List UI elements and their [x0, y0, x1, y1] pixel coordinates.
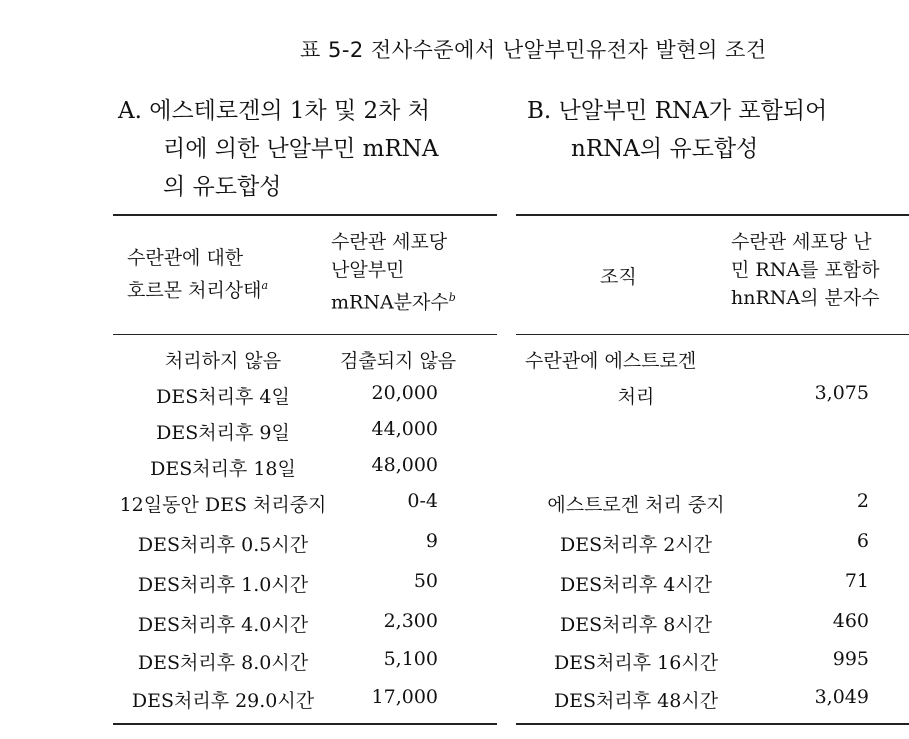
header-line: mRNA분자수: [331, 291, 449, 314]
table-a-col1-header: [127, 244, 268, 304]
table-a-row-value: 0-4: [407, 490, 438, 512]
table-a-row-label: DES처리후 9일: [156, 422, 290, 444]
table-b-row-value: 3,075: [814, 382, 869, 404]
table-a-row-value: 2,300: [383, 610, 438, 632]
table-a-row-label: DES처리후 4.0시간: [137, 614, 309, 636]
table-a-row-label: 처리하지 않음: [164, 350, 282, 372]
header-line: 민 RNA를 포함하: [731, 259, 880, 281]
table-a-row-value: 검출되지 않음: [340, 350, 457, 372]
header-line: hnRNA의 분자수: [731, 287, 880, 309]
table-b-row-label: DES처리후 4시간: [559, 574, 713, 596]
footnote-marker-b: b: [448, 291, 456, 304]
table-a-row-value: 48,000: [371, 454, 438, 476]
table-b-col2-header: [731, 228, 880, 312]
table-b-col1-header: 조직: [600, 266, 637, 288]
table-a-top-rule: [113, 214, 497, 216]
table-a-row-label: DES처리후 0.5시간: [137, 534, 309, 556]
table-a-col2-header: [331, 228, 456, 316]
section-b-heading-line: nRNA의 유도합성: [571, 136, 759, 162]
table-b-bottom-rule: [516, 723, 909, 725]
table-b-row-value: 460: [832, 610, 869, 632]
table-a-row-value: 17,000: [371, 686, 438, 708]
section-a-heading: [118, 92, 439, 206]
table-b-header-rule: [516, 334, 909, 335]
table-a-row-value: 44,000: [371, 418, 438, 440]
table-b-row-label: 수란관에 에스트로겐: [525, 350, 697, 372]
table-b-row-value: 995: [832, 648, 869, 670]
table-b-top-rule: [516, 214, 909, 216]
header-line: 수란관에 대한: [127, 247, 244, 269]
section-b-heading-line: B. 난알부민 RNA가 포함되어: [527, 98, 828, 124]
table-a-row-value: 20,000: [371, 382, 438, 404]
table-a-row-label: DES처리후 29.0시간: [131, 690, 315, 712]
table-b-row-value: 2: [856, 490, 869, 512]
section-a-heading-line: 의 유도합성: [163, 174, 282, 200]
header-line: 난알부민: [331, 259, 405, 281]
header-line: 수란관 세포당: [331, 231, 448, 253]
table-b-row-label: 에스트로겐 처리 중지: [547, 494, 725, 516]
table-a-header-rule: [113, 334, 497, 335]
table-a-row-value: 5,100: [383, 648, 438, 670]
table-a-row-label: 12일동안 DES 처리중지: [119, 494, 327, 516]
table-a-row-value: 50: [413, 570, 438, 592]
footnote-marker-a: a: [261, 279, 269, 292]
table-b-row-label: 처리: [617, 386, 655, 408]
table-a-row-label: DES처리후 1.0시간: [137, 574, 309, 596]
table-b-row-value: 3,049: [814, 686, 869, 708]
table-b-row-label: DES처리후 16시간: [553, 652, 719, 674]
section-a-heading-line: 리에 의한 난알부민 mRNA: [163, 136, 439, 162]
table-a-row-label: DES처리후 4일: [156, 386, 290, 408]
table-title: 표 5-2 전사수준에서 난알부민유전자 발현의 조건: [300, 38, 767, 62]
table-b-row-value: 6: [856, 530, 869, 552]
section-a-heading-line: A. 에스테로겐의 1차 및 2차 처: [118, 98, 430, 124]
table-b-row-label: DES처리후 8시간: [559, 614, 713, 636]
table-a-bottom-rule: [113, 723, 497, 725]
table-b-row-label: DES처리후 48시간: [553, 690, 719, 712]
table-b-row-value: 71: [844, 570, 869, 592]
table-b-row-label: DES처리후 2시간: [559, 534, 713, 556]
section-b-heading: [527, 92, 827, 168]
table-a-row-value: 9: [425, 530, 438, 552]
header-line: 수란관 세포당 난: [731, 231, 872, 253]
header-line: 호르몬 처리상태: [127, 279, 262, 302]
table-a-row-label: DES처리후 18일: [150, 458, 296, 480]
table-a-row-label: DES처리후 8.0시간: [137, 652, 309, 674]
